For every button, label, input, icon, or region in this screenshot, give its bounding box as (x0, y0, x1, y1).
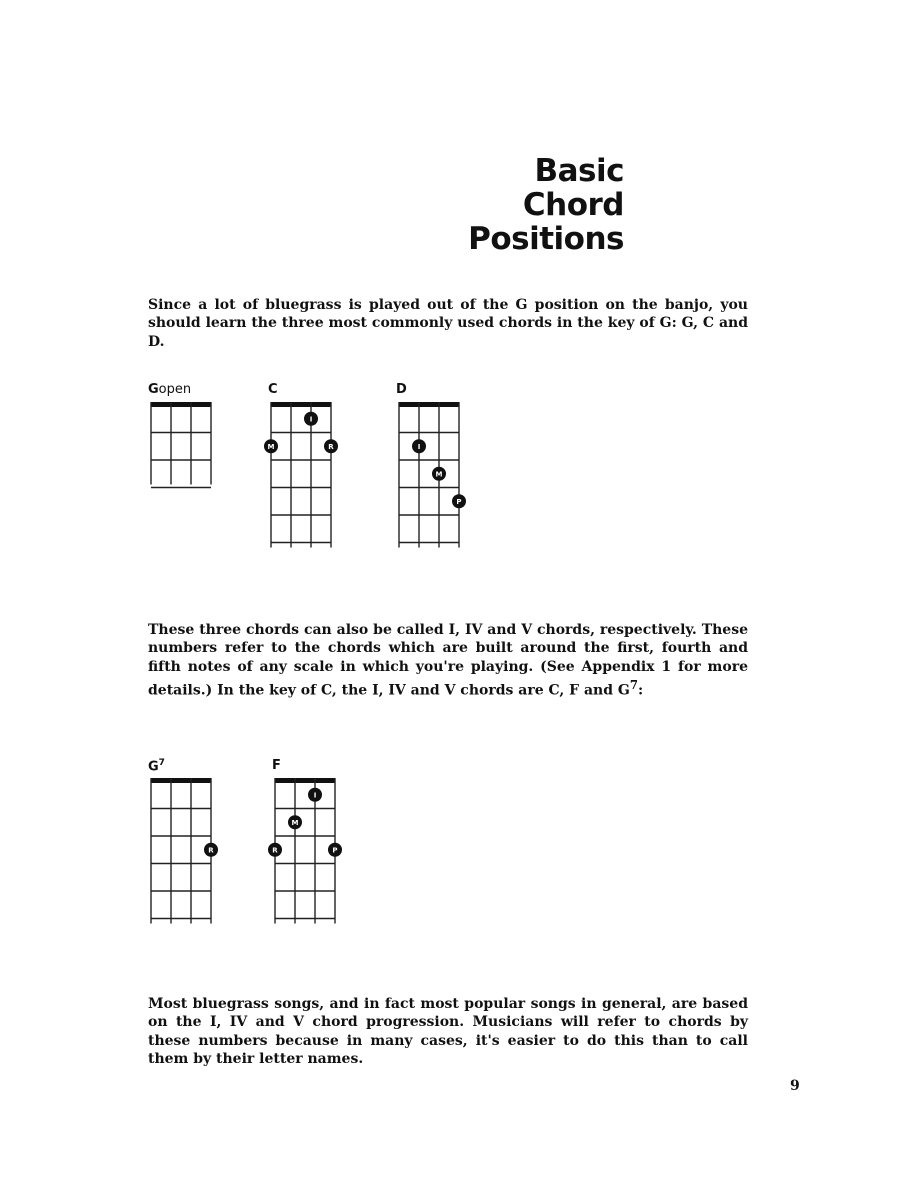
fretboard-grid (268, 382, 348, 558)
finger-label: I (417, 442, 421, 451)
chord-diagram-g7 (148, 758, 238, 958)
chord-diagram-f (272, 758, 362, 958)
fretboard-grid (272, 758, 352, 934)
fretboard-grid (148, 758, 228, 934)
fretboard-grid (396, 382, 476, 558)
finger-label: R (328, 442, 334, 451)
numbers-superscript: 7 (629, 677, 638, 692)
finger-dot (452, 494, 466, 508)
chord-diagram-g-open (148, 382, 238, 582)
intro-paragraph: Since a lot of bluegrass is played out of the G position on the banjo, you should learn the three most commonly used chords in the key of G: G, C and D. (148, 297, 748, 350)
nut (151, 778, 211, 783)
finger-label: I (309, 415, 313, 424)
chord-letter: G (148, 382, 159, 397)
title-line-1: Basic (534, 153, 624, 189)
nut (275, 778, 335, 783)
finger-dot (324, 439, 338, 453)
chord-letter: F (272, 758, 281, 773)
chord-letter: G (148, 759, 159, 775)
finger-dot (432, 467, 446, 481)
chord-letter: D (396, 382, 407, 397)
page-number: 9 (790, 1078, 800, 1094)
chord-diagram-c (268, 382, 358, 582)
finger-label: R (208, 846, 214, 855)
finger-dot (308, 788, 322, 802)
finger-label: I (313, 791, 317, 800)
finger-label: P (332, 846, 338, 855)
finger-dot (328, 843, 342, 857)
finger-dot (204, 843, 218, 857)
finger-dot (288, 815, 302, 829)
finger-label: P (456, 497, 462, 506)
finger-label: R (272, 846, 278, 855)
numbers-text-end: : (637, 682, 644, 699)
page-title (468, 154, 624, 256)
closing-paragraph: Most bluegrass songs, and in fact most popular songs in general, are based on the I, IV and V chord progression. Musicians will refer to chords by these numbers because in many cases, it's easier to do this than to call them by their letter names. (148, 996, 748, 1067)
numbers-paragraph (148, 621, 748, 700)
finger-dot (412, 439, 426, 453)
nut (151, 402, 211, 407)
chord-letter: C (268, 382, 278, 397)
finger-dot (268, 843, 282, 857)
title-line-3: Positions (468, 221, 624, 257)
numbers-text: These three chords can also be called I, IV and V chords, respectively. These numbers refer to the chords which are built around the first, fourth and fifth notes of any scale in which you're playing. (See Appendix 1 for more details.) In the key of C, the I, IV and V chords are C, F and G (148, 622, 748, 699)
finger-label: M (267, 442, 275, 451)
finger-dot (304, 412, 318, 426)
finger-dot (264, 439, 278, 453)
chord-suffix: open (158, 382, 192, 397)
nut (399, 402, 459, 407)
chord-diagram-d (396, 382, 486, 582)
finger-label: M (291, 818, 299, 827)
finger-label: M (435, 470, 443, 479)
title-line-2: Chord (522, 187, 624, 223)
nut (271, 402, 331, 407)
fretboard-grid (148, 382, 228, 495)
chord-superscript: 7 (158, 758, 165, 768)
